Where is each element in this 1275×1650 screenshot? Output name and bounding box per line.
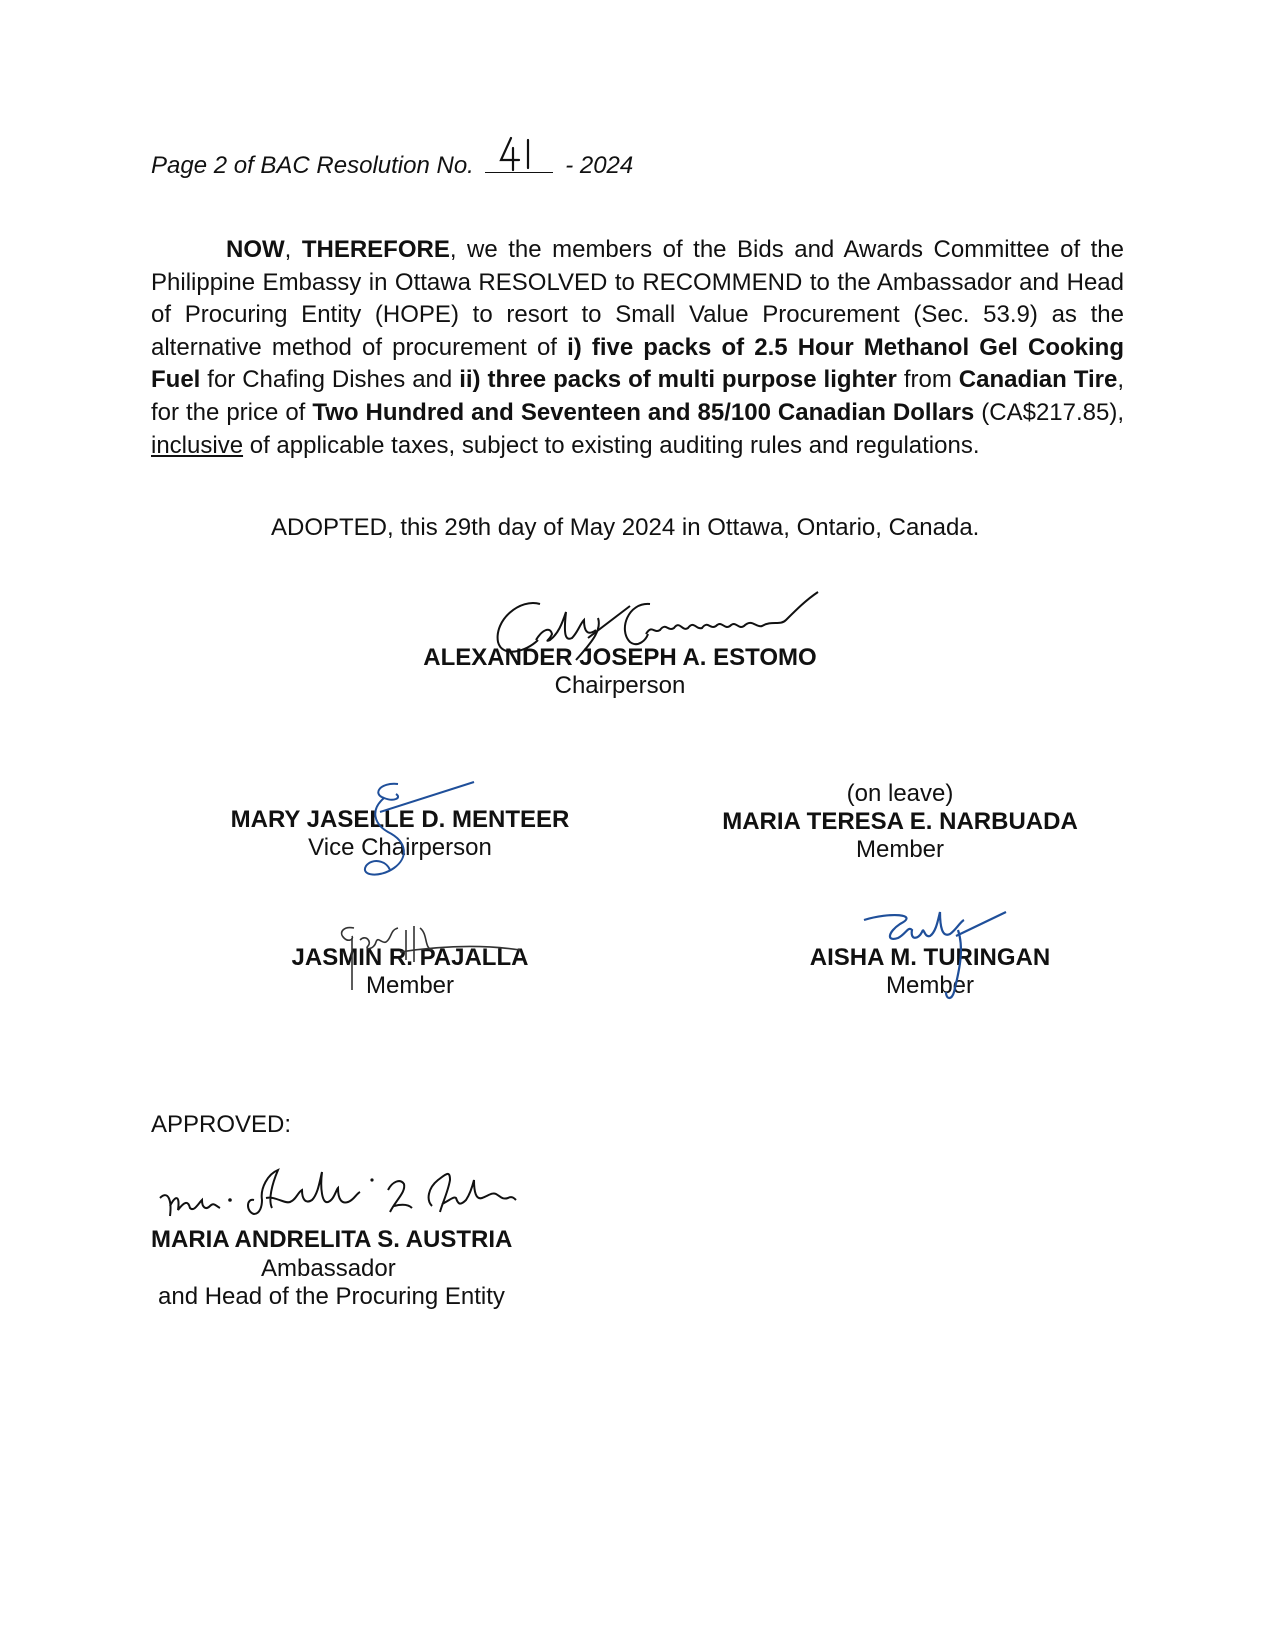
resolution-number: [485, 142, 553, 176]
ambassador-name: MARIA ANDRELITA S. AUSTRIA: [151, 1226, 513, 1253]
price-in-words: Two Hundred and Seventeen and 85/100 Canadian Dollars: [312, 398, 975, 426]
vice-chair-name: MARY JASELLE D. MENTEER: [230, 806, 570, 833]
hope-title: and Head of the Procuring Entity: [158, 1283, 505, 1310]
body-text: of applicable taxes, subject to existing auditing rules and regulations.: [243, 431, 980, 459]
vendor-name: Canadian Tire: [958, 366, 1118, 394]
chair-title: Chairperson: [554, 672, 686, 699]
resolution-number-field: [485, 146, 553, 173]
now-keyword: NOW: [226, 236, 285, 263]
member-pajalla-name: JASMIN R. PAJALLA: [291, 944, 529, 971]
inclusive-term: inclusive: [151, 431, 244, 459]
member-pajalla-title: Member: [365, 972, 455, 999]
resolution-header: [151, 146, 633, 183]
member-pajalla-block: [250, 944, 570, 1000]
member-narbuada-title: Member: [855, 836, 945, 863]
header-prefix: Page 2 of BAC Resolution No.: [151, 152, 474, 179]
resolution-body: [151, 234, 1124, 462]
adopted-line: ADOPTED, this 29th day of May 2024 in Ottawa, Ontario, Canada.: [271, 514, 980, 541]
body-text: ,: [284, 236, 302, 263]
body-text: , for the price of: [151, 366, 1124, 426]
on-leave-note: (on leave): [846, 780, 954, 807]
vice-chair-title: Vice Chairperson: [308, 834, 492, 861]
chair-block: [420, 644, 820, 700]
member-turingan-block: [760, 944, 1100, 1000]
member-narbuada-name: MARIA TERESA E. NARBUADA: [722, 808, 1078, 835]
body-text: (CA$217.85),: [974, 398, 1125, 426]
vice-chair-block: [215, 806, 585, 862]
approved-label: APPROVED:: [151, 1111, 292, 1138]
header-suffix: - 2024: [565, 152, 634, 179]
item-1: i) five packs of 2.5 Hour Methanol Gel Cooking Fuel: [151, 333, 1124, 394]
ambassador-title: Ambassador: [261, 1254, 396, 1282]
chair-name: ALEXANDER JOSEPH A. ESTOMO: [423, 644, 817, 671]
therefore-keyword: THEREFORE: [301, 236, 450, 263]
body-text: for Chafing Dishes and: [200, 366, 460, 394]
member-turingan-title: Member: [885, 972, 975, 999]
member-narbuada-block: [715, 780, 1085, 864]
member-turingan-name: AISHA M. TURINGAN: [809, 944, 1051, 971]
body-text: , we the members of the Bids and Awards Committee of the Philippine Embassy in Ottawa RESOLVED to RECOMMEND to the Ambassador and Head of Procuring Entity (HOPE) to resort to Small Value Procurement (Sec. 53.9) as the alternative method of procurement of: [151, 236, 1124, 361]
ambassador-block: [151, 1226, 531, 1312]
item-2: ii) three packs of multi purpose lighter: [459, 366, 897, 394]
body-text: from: [896, 366, 959, 394]
